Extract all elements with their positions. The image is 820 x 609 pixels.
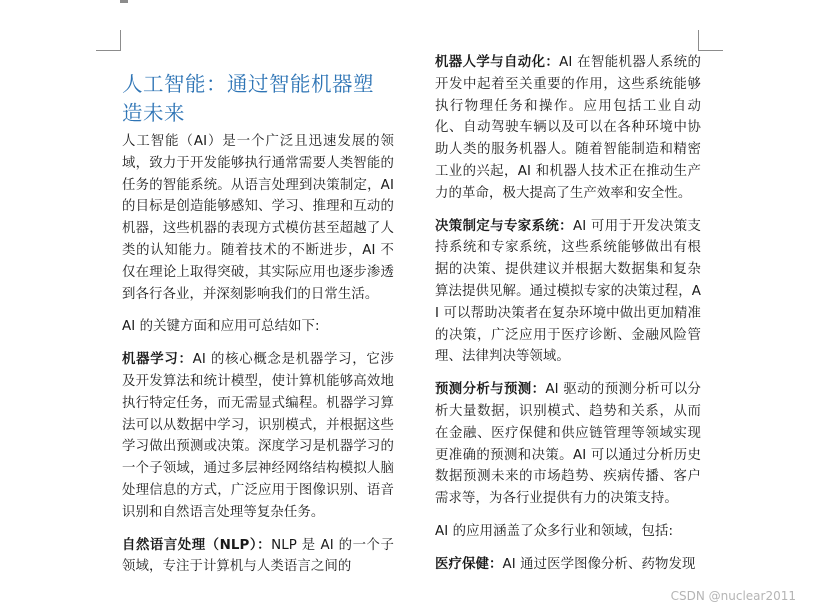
paragraph-heading: 自然语言处理（NLP）：	[122, 537, 272, 553]
paragraph-heading: 医疗保健：	[435, 556, 503, 572]
crop-mark-top-left	[96, 30, 121, 51]
paragraph	[435, 52, 701, 205]
left-column	[122, 70, 394, 589]
paragraph-heading: 机器学习：	[122, 352, 193, 368]
paragraph-text: AI 驱动的预测分析可以分析大量数据，识别模式、趋势和关系，从而在金融、医疗保健和供应链管理等领域实现更准确的预测和决策。AI 可以通过分析历史数据预测未来的市场趋势、疾病传播、客户需求等，为各行业提供有力的决策支持。	[435, 382, 701, 507]
paragraph	[122, 316, 394, 338]
right-column	[435, 52, 701, 587]
ruler-marker	[120, 0, 128, 3]
paragraph-text: NLP 是 AI 的一个子领域，专注于计算机与人类语言之间的	[122, 537, 394, 575]
paragraph	[435, 216, 701, 369]
paragraph	[122, 535, 394, 579]
paragraph-text: AI 的应用涵盖了众多行业和领域，包括:	[435, 523, 674, 539]
paragraph-text: AI 在智能机器人系统的开发中起着至关重要的作用，这些系统能够执行物理任务和操作。应用包括工业自动化、自动驾驶车辆以及可以在各种环境中协助人类的服务机器人。随着智能制造和精密工业的兴起，AI 和机器人技术正在推动生产力的革命，极大提高了生产效率和安全性。	[435, 55, 701, 201]
paragraph	[122, 131, 394, 305]
paragraph-heading: 机器人学与自动化：	[435, 55, 560, 70]
paragraph	[435, 379, 701, 510]
paragraph	[435, 521, 701, 543]
paragraph	[435, 554, 701, 576]
document-title: 人工智能：通过智能机器塑造未来	[122, 72, 374, 125]
paragraph-heading: 决策制定与专家系统：	[435, 218, 573, 234]
paragraph	[122, 349, 394, 523]
paragraph-heading: 预测分析与预测：	[435, 382, 546, 398]
watermark-text: CSDN @nuclear2011	[670, 589, 796, 603]
paragraph-text: 人工智能（AI）是一个广泛且迅速发展的领域，致力于开发能够执行通常需要人类智能的任务的智能系统。从语言处理到决策制定，AI 的目标是创造能够感知、学习、推理和互动的机器，这些机器的表现方式模仿甚至超越了人类的认知能力。随着技术的不断进步，AI 不仅在理论上取得突破，其实际应用也逐步渗透到各行各业，并深刻影响我们的日常生活。	[122, 134, 394, 302]
paragraph-text: AI 通过医学图像分析、药物发现	[502, 556, 696, 572]
paragraph-text: AI 的核心概念是机器学习，它涉及开发算法和统计模型，使计算机能够高效地执行特定任务，而无需显式编程。机器学习算法可以从数据中学习，识别模式，并根据这些学习做出预测或决策。深度学习是机器学习的一个子领域，通过多层神经网络结构模拟人脑处理信息的方式，广泛应用于图像识别、语音识别和自然语言处理等复杂任务。	[122, 352, 395, 520]
paragraph-text: AI 的关键方面和应用可总结如下:	[122, 319, 320, 335]
crop-mark-top-right	[698, 30, 723, 51]
paragraph-text: AI 可用于开发决策支持系统和专家系统，这些系统能够做出有根据的决策、提供建议并根据大数据集和复杂算法提供见解。通过模拟专家的决策过程，AI 可以帮助决策者在复杂环境中做出更加精准的决策，广泛应用于医疗诊断、金融风险管理、法律判决等领域。	[435, 218, 702, 365]
